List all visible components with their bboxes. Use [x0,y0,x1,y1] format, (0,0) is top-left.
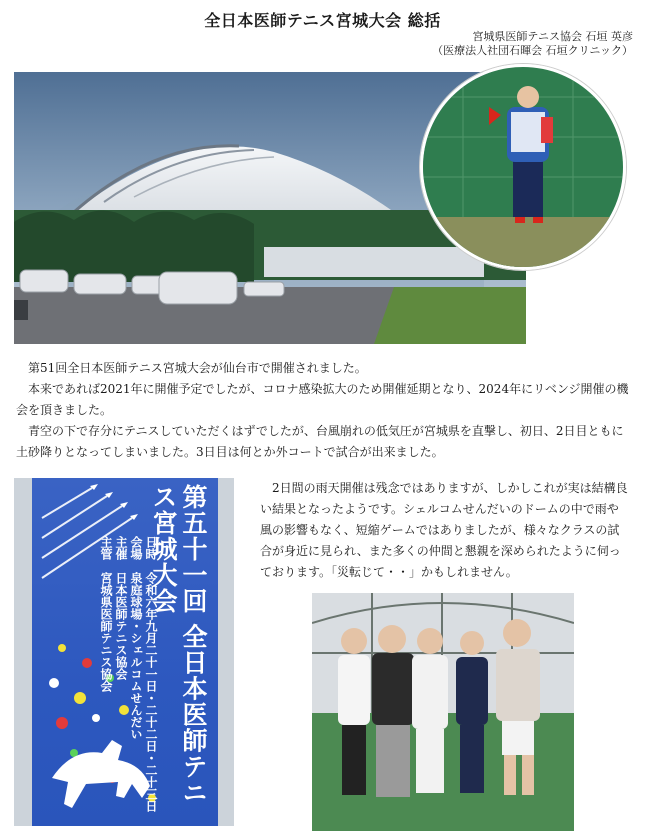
body-paragraph: 第51回全日本医師テニス宮城大会が仙台市で開催されました。 [28,361,367,375]
banner-details [98,536,158,812]
author-name: 宮城県医師テニス協会 石垣 英彦 [472,30,633,43]
banner-venue: 会場 泉庭球場・シェルコムせんだい [129,536,143,740]
group-photo [312,593,574,831]
closing-text [260,478,630,583]
banner-date: 日時 令和六年九月二十一日・二十二日・二十三日 [144,536,158,812]
body-paragraph: 本来であれば2021年に開催予定でしたが、コロナ感染拡大のため開催延期となり、2024年にリベンジ開催の機会を頂きました。 [16,382,629,417]
banner-title: 第五十一回 全日本医師テニス宮城大会 [149,484,208,806]
banner-organizer: 主管 宮城県医師テニス協会 [99,536,113,692]
article-title: 全日本医師テニス宮城大会 総括 [204,11,441,30]
intro-text [16,358,631,463]
author-affiliation: （医療法人社団石暉会 石垣クリニック） [432,44,633,57]
author-info [432,30,633,58]
speaker-inset-photo [420,64,626,270]
tournament-banner-photo [14,478,234,826]
body-paragraph: 2日間の雨天開催は残念ではありますが、しかしこれが実は結構良い結果となったようです。シェルコムせんだいのドームの中で雨や風の影響もなく、短縮ゲームではありましたが、様々なクラスの試合が身近に見られ、また多くの仲間と懇親を深められたように伺っております。「災転じて・・」かもしれません。 [260,481,628,579]
banner-panel [32,478,218,826]
banner-host: 主催 日本医師テニス協会 [114,536,128,680]
body-paragraph: 青空の下で存分にテニスしていただくはずでしたが、台風崩れの低気圧が宮城県を直撃し、初日、2日目ともに土砂降りとなってしまいました。3日目は何とか外コートで試合が出来ました。 [16,424,624,459]
